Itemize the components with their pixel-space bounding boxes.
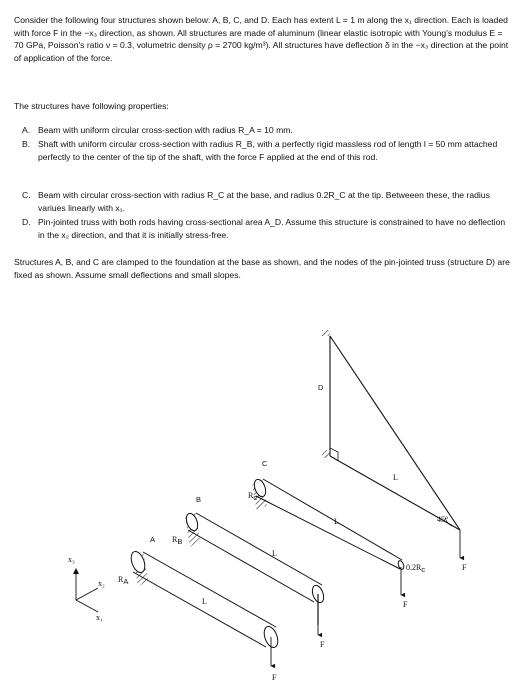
x2-axis: [76, 588, 98, 600]
item-text: Pin-jointed truss with both rods having cross-sectional area A_D. Assume this structure is constrained to have no deflection in the x₂ direction, and that it is initially stress-free.: [38, 217, 506, 240]
structure-label-b: B: [196, 495, 202, 504]
length-label-b: L: [272, 549, 277, 558]
angle-label: 45°: [437, 515, 449, 524]
length-label-c: L: [334, 517, 339, 526]
pin-support-top: [322, 330, 330, 336]
force-label-c: F: [403, 600, 408, 609]
length-label-d: L: [393, 473, 398, 482]
x1-label: x₁: [96, 613, 103, 622]
properties-heading: The structures have following properties:: [14, 101, 169, 111]
problem-intro: Consider the following four structures shown below: A, B, C, and D. Each has extent L = 1 m along the x₁ direction. Each is loaded with force F in the −x₃ direction, as shown. All structures are made of aluminum (linear elastic isotropic with Young's modulus E = 70 GPa, Poisson's ratio ν = 0.3, volumetric density ρ = 2700 kg/m³). All structures have deflection δ in the −x₃ direction at the point of application of the force.: [14, 15, 509, 63]
item-text: Shaft with uniform circular cross-section with radius R_B, with a perfectly rigid massless rod of length l = 50 mm attached perfectly to the center of the tip of the shaft, with the force F applied at the end of this rod.: [38, 139, 498, 162]
radius-label-a: RA: [118, 575, 129, 586]
problem-closing: Structures A, B, and C are clamped to the foundation at the base as shown, and the nodes of the pin-jointed truss (structure D) are fixed as shown. Assume small deflections and small slopes.: [14, 257, 510, 280]
structure-label-d: D: [318, 383, 324, 392]
force-label-d: F: [462, 563, 467, 572]
structure-d: [318, 330, 467, 572]
item-letter: A.: [22, 125, 31, 135]
x2-label: x₂: [98, 579, 105, 588]
force-label-a: F: [272, 673, 277, 682]
item-text: Beam with uniform circular cross-section with radius R_A = 10 mm.: [38, 125, 293, 135]
truss-diagonal: [330, 336, 460, 530]
structure-a: [118, 535, 280, 682]
coordinate-axes: [68, 555, 105, 622]
item-text: Beam with circular cross-section with radius R_C at the base, and radius 0.2R_C at the tip. Betweeen these, the radius variues linearly with x₁.: [38, 190, 490, 213]
radius-label-c: Rc: [248, 491, 258, 502]
structure-b: [172, 495, 326, 649]
x3-arrowhead: [73, 568, 79, 574]
length-label-a: L: [202, 597, 207, 606]
structure-label-a: A: [150, 535, 156, 544]
tip-radius-label-c: 0.2Rc: [406, 563, 426, 574]
x3-label: x₃: [68, 555, 75, 564]
item-letter: B.: [22, 139, 31, 149]
radius-label-b: RB: [172, 535, 183, 546]
force-label-b: F: [320, 640, 325, 649]
pin-support-bottom: [322, 450, 330, 458]
structures-figure: [0, 290, 526, 700]
structure-c: [248, 459, 425, 609]
x1-axis: [76, 600, 98, 612]
item-letter: C.: [22, 190, 31, 200]
item-letter: D.: [22, 217, 31, 227]
structure-label-c: C: [262, 459, 268, 468]
